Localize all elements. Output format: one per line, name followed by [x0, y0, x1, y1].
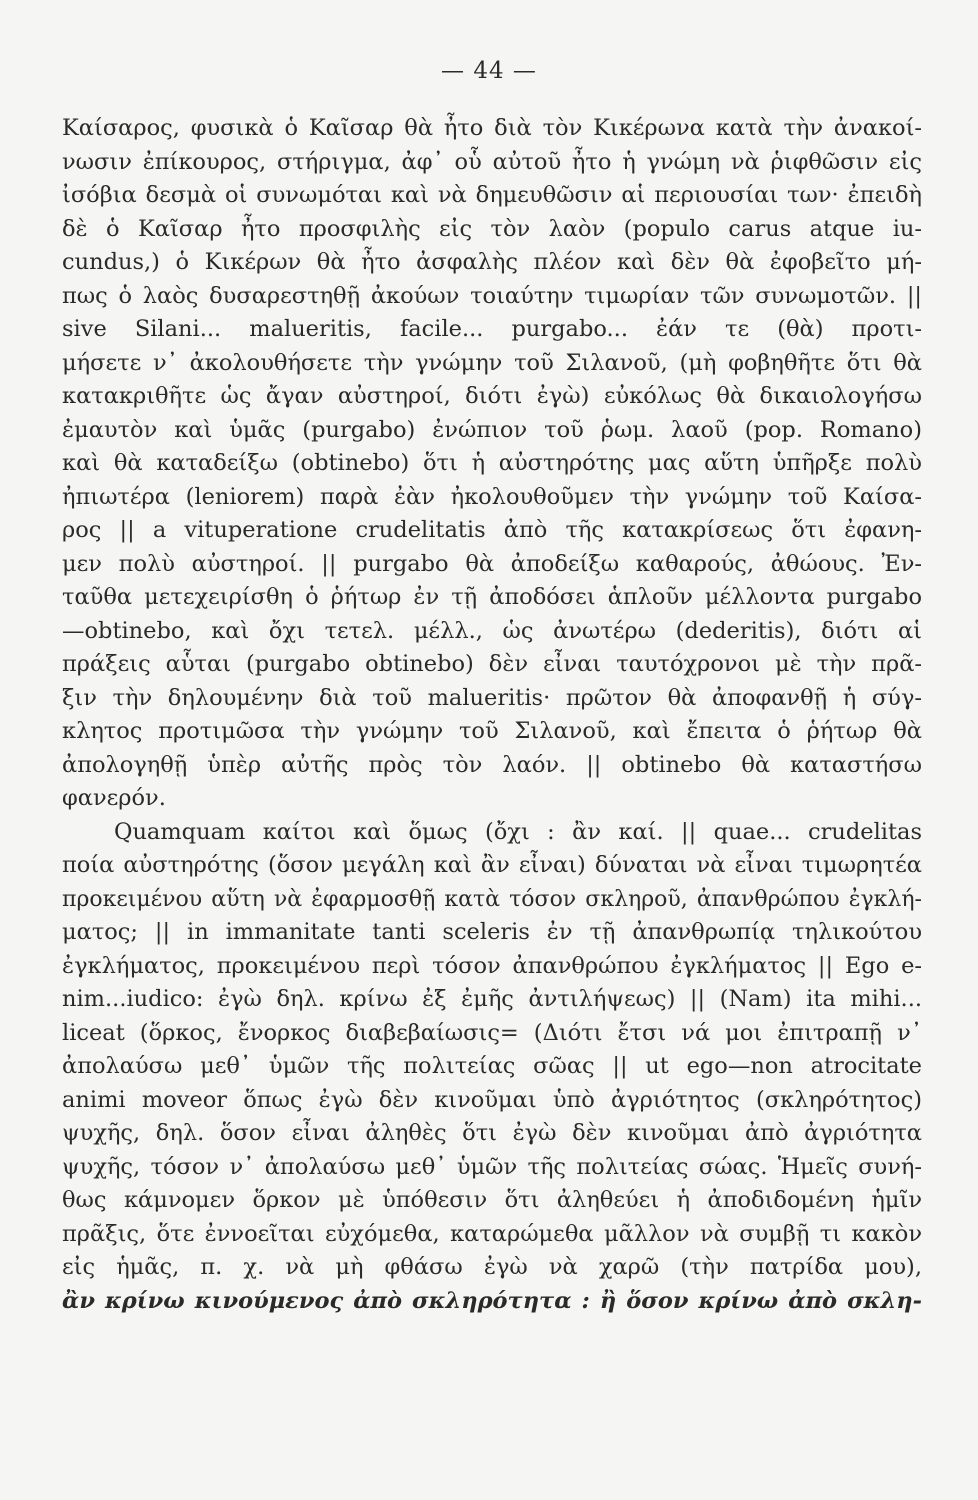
text-line: κατακριθῆτε ὡς ἄγαν αὐστηροί, διότι ἐγὼ) εὐκόλως θὰ δικαιολογήσω — [62, 383, 922, 409]
text-line: πράξεις αὗται (purgabo obtinebo) δὲν εἶναι ταυτόχρονοι μὲ τὴν πρᾶ- — [62, 651, 922, 677]
text-line: θως κάμνομεν ὅρκον μὲ ὑπόθεσιν ὅτι ἀληθεύει ἡ ἀποδιδομένη ἡμῖν — [62, 1187, 922, 1213]
text-line: nim...iudico: ἐγὼ δηλ. κρίνω ἐξ ἐμῆς ἀντιλήψεως) || (Nam) ita mihi... — [62, 986, 922, 1012]
page-number: — 44 — — [441, 58, 537, 84]
text-line: ἠπιωτέρα (leniorem) παρὰ ἐὰν ἠκολουθοῦμεν τὴν γνώμην τοῦ Καίσα- — [62, 483, 922, 510]
text-line: ξιν τὴν δηλουμένην διὰ τοῦ malueritis· πρῶτον θὰ ἀποφανθῇ ἡ σύγ- — [62, 684, 922, 711]
text-line: πως ὁ λαὸς δυσαρεστηθῇ ἀκούων τοιαύτην τιμωρίαν τῶν συνωμοτῶν. || — [62, 282, 922, 309]
text-line: φανερόν. — [62, 785, 166, 811]
text-line: ἂν κρίνω κινούμενος ἀπὸ σκληρότητα : ἢ ὅσον κρίνω ἀπὸ σκλη- — [62, 1287, 922, 1314]
text-line: μήσετε ν᾽ ἀκολουθήσετε τὴν γνώμην τοῦ Σιλανοῦ, (μὴ φοβηθῆτε ὅτι θὰ — [62, 349, 922, 376]
body-text — [62, 112, 922, 1318]
text-line: ἀπολογηθῇ ὑπὲρ αὐτῆς πρὸς τὸν λαόν. || obtinebo θὰ καταστήσω — [62, 751, 922, 778]
text-line: cundus,) ὁ Κικέρων θὰ ἦτο ἀσφαλὴς πλέον καὶ δὲν θὰ ἐφοβεῖτο μή- — [62, 249, 922, 275]
text-line: ἐμαυτὸν καὶ ὑμᾶς (purgabo) ἐνώπιον τοῦ ῥωμ. λαοῦ (pop. Romano) — [62, 416, 922, 443]
text-line: liceat (ὅρκος, ἔνορκος διαβεβαίωσις= (Διότι ἔτσι νά μοι ἐπιτραπῇ ν᾽ — [62, 1019, 922, 1046]
text-line: πρᾶξις, ὅτε ἐννοεῖται εὐχόμεθα, καταρώμεθα μᾶλλον νὰ συμβῇ τι κακὸν — [62, 1220, 922, 1247]
text-line: ματος; || in immanitate tanti sceleris ἐν τῇ ἀπανθρωπίᾳ τηλικούτου — [62, 919, 922, 945]
text-line: εἰς ἡμᾶς, π. χ. νὰ μὴ φθάσω ἐγὼ νὰ χαρῶ (τὴν πατρίδα μου), — [62, 1254, 922, 1280]
text-line: ψυχῆς, τόσον ν᾽ ἀπολαύσω μεθ᾽ ὑμῶν τῆς πολιτείας σώας. Ἡμεῖς συνή- — [62, 1153, 922, 1180]
text-line: ταῦθα μετεχειρίσθη ὁ ῥήτωρ ἐν τῇ ἀποδόσει ἁπλοῦν μέλλοντα purgabo — [62, 584, 922, 610]
text-line: —obtinebo, καὶ ὄχι τετελ. μέλλ., ὡς ἀνωτέρω (dederitis), διότι αἱ — [62, 617, 922, 644]
text-line: μεν πολὺ αὐστηροί. || purgabo θὰ ἀποδείξω καθαρούς, ἀθώους. Ἐν- — [62, 550, 922, 577]
text-line: ψυχῆς, δηλ. ὅσον εἶναι ἀληθὲς ὅτι ἐγὼ δὲν κινοῦμαι ἀπὸ ἀγριότητα — [62, 1120, 922, 1146]
text-line: ἐγκλήματος, προκειμένου περὶ τόσον ἀπανθρώπου ἐγκλήματος || Ego e- — [62, 952, 922, 979]
text-line: ποία αὐστηρότης (ὅσον μεγάλη καὶ ἂν εἶναι) δύναται νὰ εἶναι τιμωρητέα — [62, 852, 922, 878]
text-line: νωσιν ἐπίκουρος, στήριγμα, ἀφ᾽ οὗ αὐτοῦ ἦτο ἡ γνώμη νὰ ῥιφθῶσιν εἰς — [62, 148, 922, 175]
text-line: προκειμένου αὕτη νὰ ἐφαρμοσθῇ κατὰ τόσον σκληροῦ, ἀπανθρώπου ἐγκλή- — [62, 886, 922, 912]
text-line: καὶ θὰ καταδείξω (obtinebo) ὅτι ἡ αὐστηρότης μας αὕτη ὑπῆρξε πολὺ — [62, 450, 922, 476]
text-line: ἰσόβια δεσμὰ οἱ συνωμόται καὶ νὰ δημευθῶσιν αἱ περιουσίαι των· ἐπειδὴ — [62, 182, 922, 208]
text-line: Quamquam καίτοι καὶ ὅμως (ὄχι : ἂν καί. || quae... crudelitas — [114, 818, 922, 845]
text-line: ρος || a vituperatione crudelitatis ἀπὸ τῆς κατακρίσεως ὅτι ἐφανη- — [62, 517, 922, 543]
text-line: δὲ ὁ Καῖσαρ ἦτο προσφιλὴς εἰς τὸν λαὸν (populo carus atque iu- — [62, 215, 922, 242]
text-line: Καίσαρος, φυσικὰ ὁ Καῖσαρ θὰ ἦτο διὰ τὸν Κικέρωνα κατὰ τὴν ἀνακοί- — [62, 115, 922, 141]
text-line: ἀπολαύσω μεθ᾽ ὑμῶν τῆς πολιτείας σῶας || ut ego—non atrocitate — [62, 1053, 922, 1079]
text-line: sive Silani... malueritis, facile... purgabo... ἐάν τε (θὰ) προτι- — [62, 316, 922, 342]
text-line: κλητος προτιμῶσα τὴν γνώμην τοῦ Σιλανοῦ, καὶ ἔπειτα ὁ ῥήτωρ θὰ — [62, 718, 922, 744]
text-line: animi moveor ὅπως ἐγὼ δὲν κινοῦμαι ὑπὸ ἀγριότητος (σκληρότητος) — [62, 1086, 922, 1113]
